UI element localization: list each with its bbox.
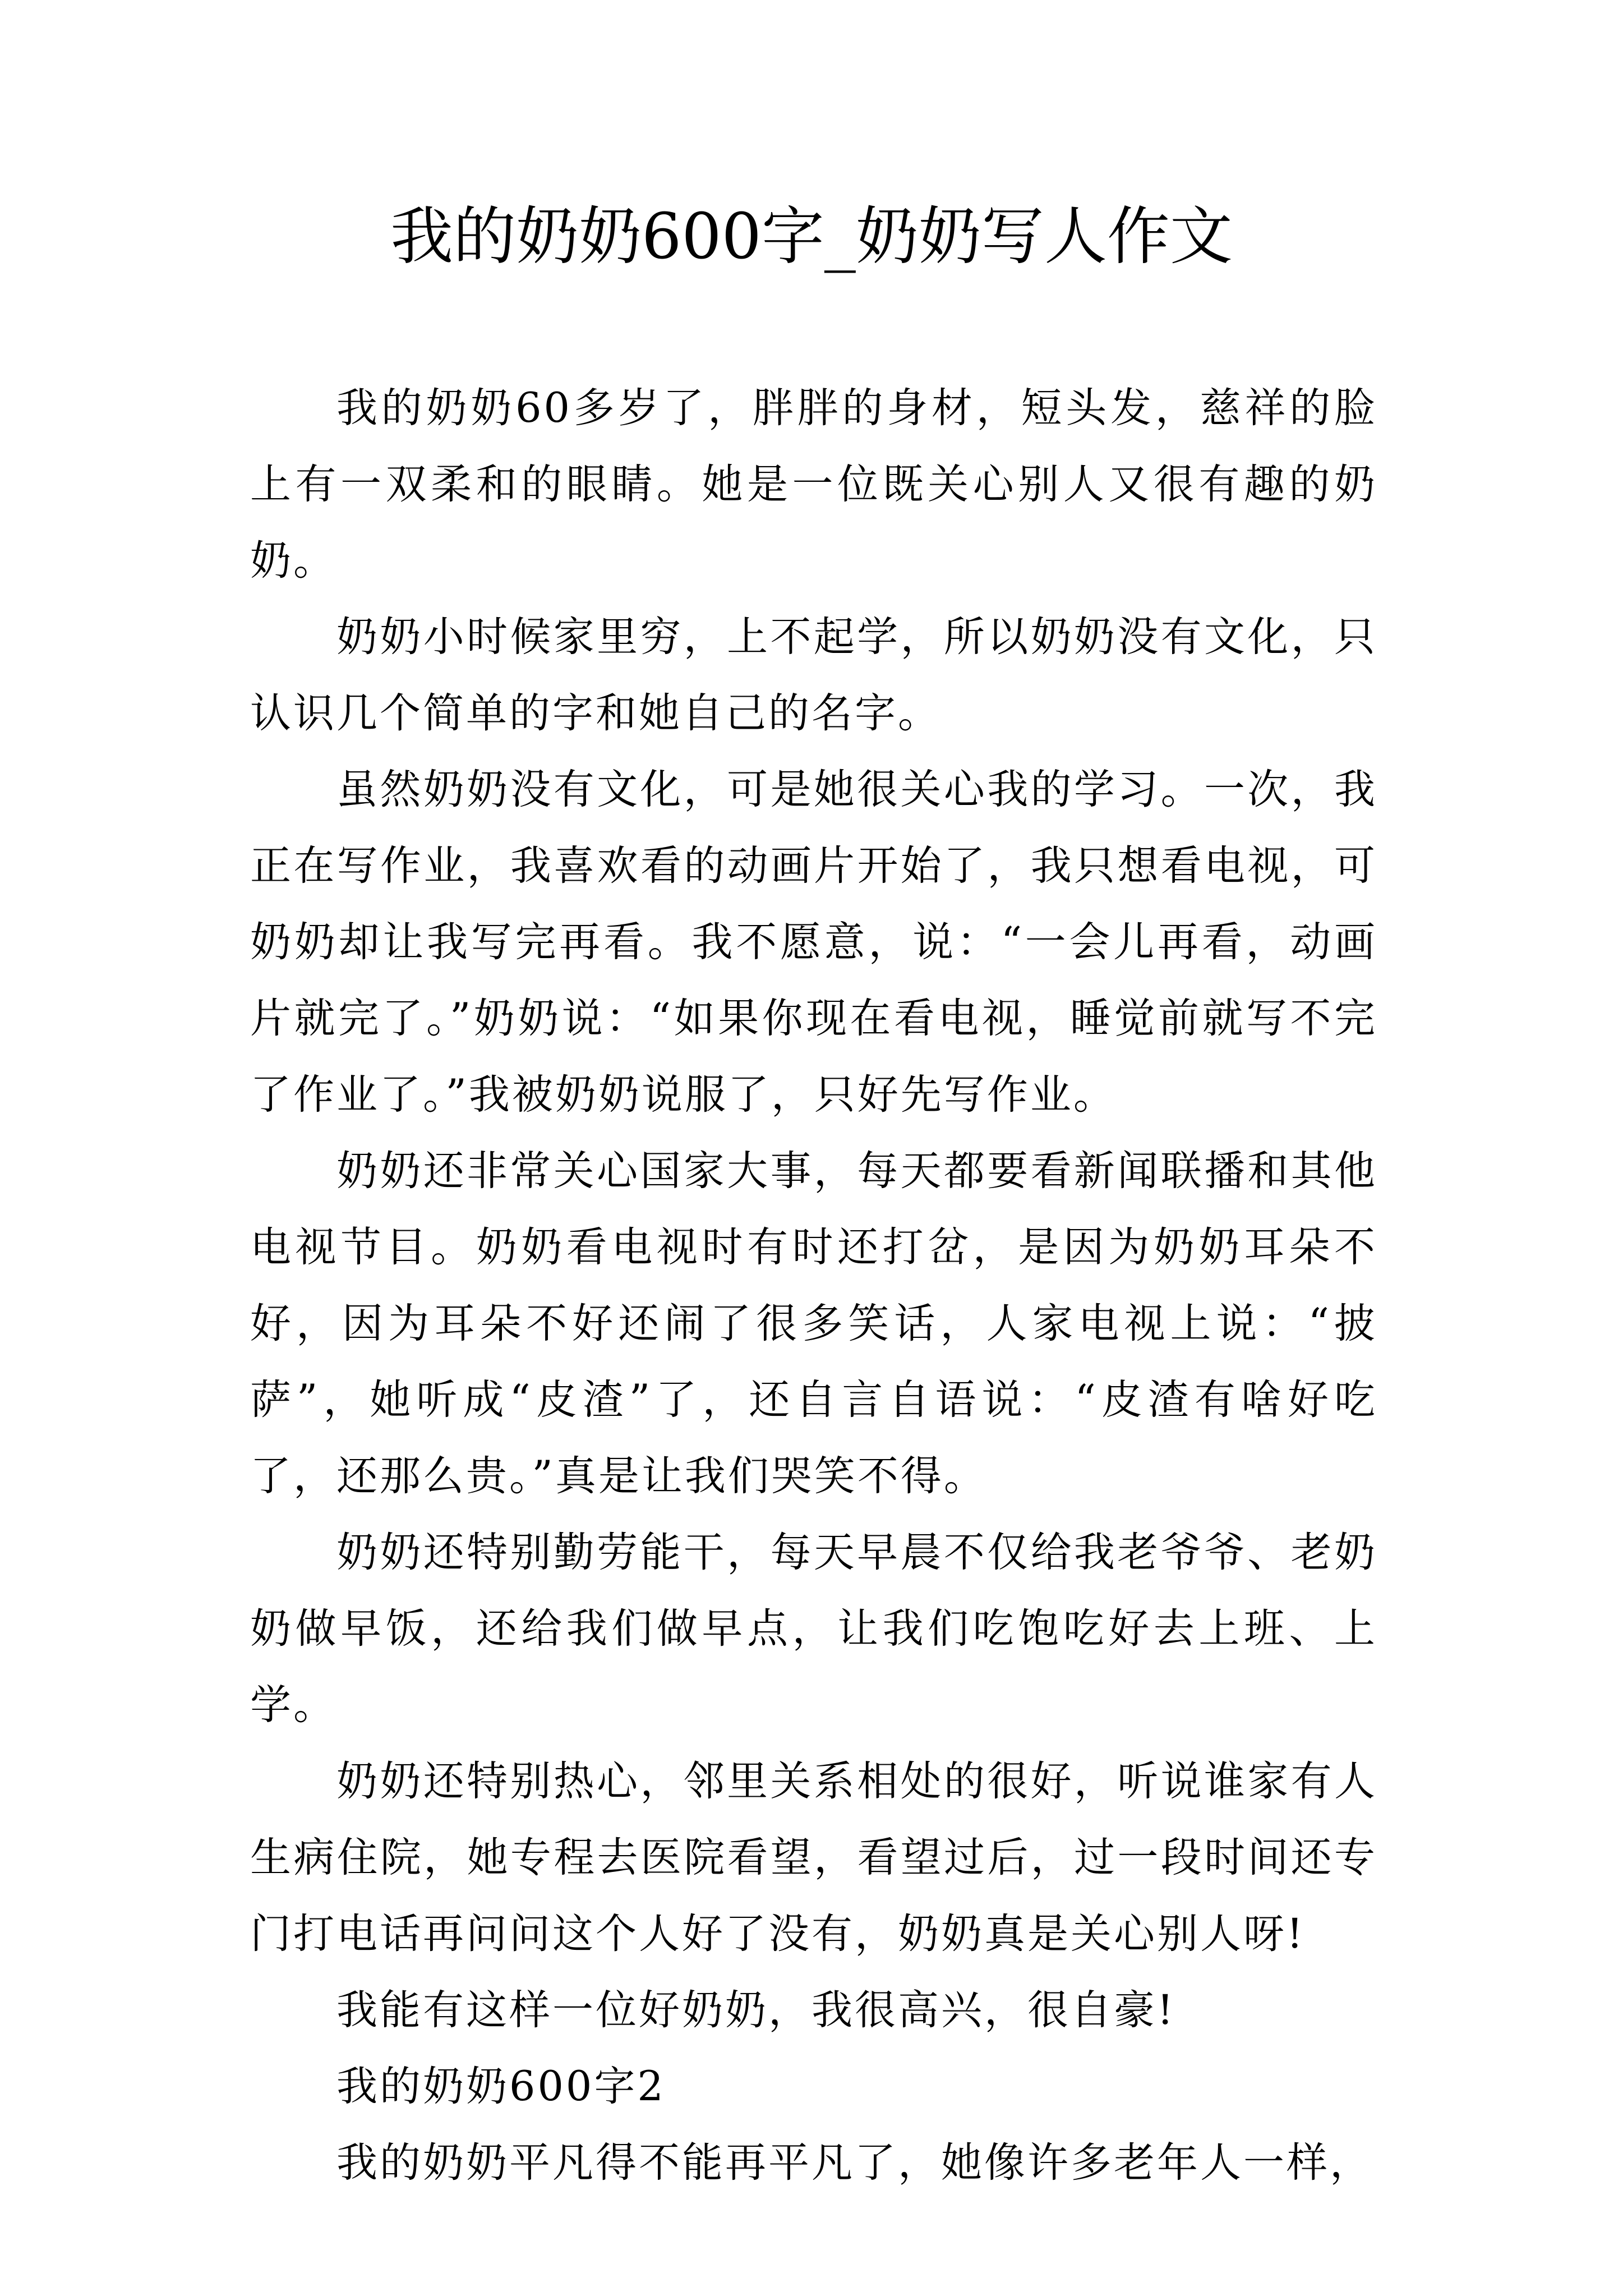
paragraph-7: 我能有这样一位好奶奶，我很高兴，很自豪! (336, 1986, 1176, 2034)
paragraph-6: 奶奶还特别热心，邻里关系相处的很好，听说谁家有人生病住院，她专程去医院看望，看望过后，过一段时间还专门打电话再问问这个人好了没有，奶奶真是关心别人呀! (250, 1757, 1377, 1958)
paragraph-1: 我的奶奶60多岁了，胖胖的身材，短头发，慈祥的脸上有一双柔和的眼睛。她是一位既关心别人又很有趣的奶奶。 (250, 384, 1377, 585)
paragraph-5: 奶奶还特别勤劳能干，每天早晨不仅给我老爷爷、老奶奶做早饭，还给我们做早点，让我们吃饱吃好去上班、上学。 (250, 1529, 1377, 1729)
paragraph-3: 虽然奶奶没有文化，可是她很关心我的学习。一次，我正在写作业，我喜欢看的动画片开始了，我只想看电视，可奶奶却让我写完再看。我不愿意，说：“一会儿再看，动画片就完了。”奶奶说：“如果你现在看电视，睡觉前就写不完了作业了。”我被奶奶说服了，只好先写作业。 (250, 766, 1377, 1119)
section-heading-2: 我的奶奶600字2 (336, 2063, 666, 2110)
paragraph-2: 奶奶小时候家里穷，上不起学，所以奶奶没有文化，只认识几个简单的字和她自己的名字。 (250, 613, 1377, 737)
document-title: 我的奶奶600字_奶奶写人作文 (390, 200, 1233, 273)
paragraph-4: 奶奶还非常关心国家大事，每天都要看新闻联播和其他电视节目。奶奶看电视时有时还打岔，是因为奶奶耳朵不好，因为耳朵不好还闹了很多笑话，人家电视上说：“披萨”，她听成“皮渣”了，还自言自语说：“皮渣有啥好吃了，还那么贵。”真是让我们哭笑不得。 (250, 1147, 1377, 1500)
paragraph-8: 我的奶奶平凡得不能再平凡了，她像许多老年人一样， (336, 2139, 1373, 2187)
document-body (250, 370, 1377, 2201)
